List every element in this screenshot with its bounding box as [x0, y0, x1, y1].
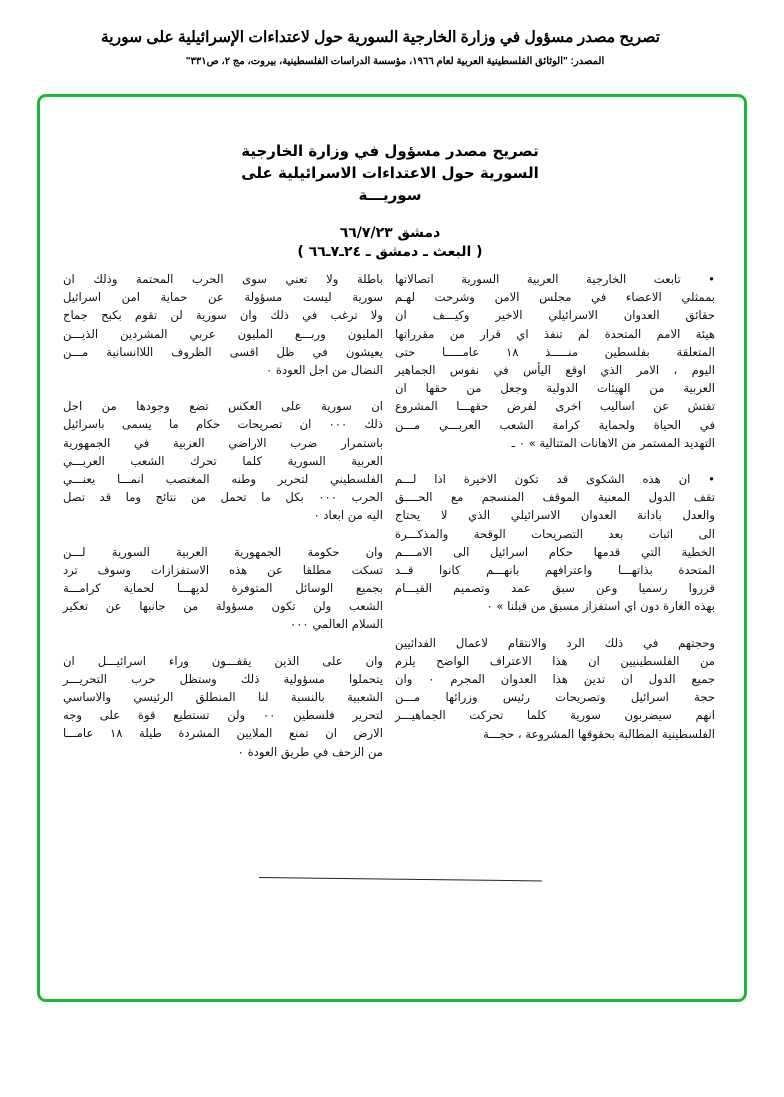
text-line: • تابعت الخارجية العربية السورية اتصالاتها — [395, 272, 715, 286]
dateline: دمشق ٦٦/٧/٢٣ — [339, 225, 441, 241]
text-line: بممثلي الاعضاء في مجلس الامن وشرحت لهـم — [395, 290, 715, 305]
paragraph — [63, 652, 383, 761]
document-title-line: تصريح مصدر مسؤول في وزارة الخارجية — [241, 142, 539, 160]
dateline-block — [240, 224, 540, 262]
text-line: وحجتهم في ذلك الرد والانتقام لاعمال الفدائيين — [395, 635, 715, 650]
text-line: انهم سيضربون سورية كلما تحركت الجماهيـــر — [395, 708, 715, 723]
newspaper-source: ( البعث ـ دمشق ـ ٢٤ـ٧ـ٦٦ ) — [297, 244, 483, 260]
text-line: بهذه الغارة دون اي استفزاز مسبق من قبلنا » ٠ — [486, 599, 715, 614]
text-line: يتحملوا مسؤولية ذلك وستظل حرب التحريـــر — [63, 671, 383, 686]
text-line: وان حكومة الجمهورية العربية السورية لـــن — [63, 544, 383, 559]
text-line: السلام العالمي ٠٠٠ — [289, 617, 383, 632]
document-title — [240, 140, 540, 206]
text-line: من الزحف في طريق العودة ٠ — [237, 744, 383, 759]
text-line: المليون وربـــع المليون عربي المشردين الذيـــن — [63, 326, 383, 341]
text-line: تقف الدول المعنية الموقف المنسجم مع الحــــق — [395, 490, 715, 505]
text-line: التهديد المستمر من الاهانات المتتالية » ٠ ـ — [511, 435, 715, 450]
document-title-line: السورية حول الاعتداءات الاسرائيلية على — [241, 164, 539, 182]
paragraph — [395, 470, 715, 616]
text-line: حجة اسرائيل وتصريحات رئيس وزرائها مـــن — [395, 690, 715, 705]
text-line: يعيشون في ظل اقسى الظروف اللاانسانية مـــن — [63, 344, 383, 359]
page-header-source: المصدر: "الوثائق الفلسطينية العربية لعام ١٩٦٦، مؤسسة الدراسات الفلسطينية، بيروت، مج ٢، ص٣٣١" — [185, 56, 605, 67]
page-header-title: تصريح مصدر مسؤول في وزارة الخارجية السورية حول لاعتداءات الإسرائيلية على سورية — [101, 29, 660, 46]
text-line: جميع الدول ان تدين هذا العدوان المجرم ٠ وان — [395, 672, 716, 687]
text-line: الفلسطيني لتحرير وطنه المغتصب انمـــا يعنـــي — [63, 472, 383, 487]
text-line: اليه من ابعاد ٠ — [313, 508, 383, 523]
text-line: العربية السورية كلما تحرك الشعب العربـــي — [63, 453, 383, 468]
text-line: هيئة الامم المتحدة لم تنفذ اي قرار من مقرراتها — [395, 326, 715, 341]
text-line: بجميع الوسائل المتوفرة لديهـــا لحماية كرامـــة — [63, 581, 383, 596]
paragraph — [395, 270, 715, 452]
paragraph — [63, 397, 383, 524]
text-line: تسكت مطلقا عن هذه الاستفزازات وسوف ترد — [63, 562, 383, 577]
text-line: الشعب ولن تكون مسؤولة من جانبها عن تعكير — [63, 599, 383, 614]
text-line: الى اثبات بعد التصريحات الوقحة والمذكـــرة — [395, 526, 715, 541]
paragraph — [63, 270, 383, 379]
text-line: المتحدة بذاتهـــا واعترافهم بانهـــم كانوا قــد — [395, 563, 715, 578]
text-line: باطلة ولا تعني سوى الحرب المحتمة وذلك ان — [63, 272, 383, 286]
text-line: النضال من اجل العودة ٠ — [265, 363, 383, 378]
left-column — [63, 270, 383, 779]
text-line: الفلسطينية المطالبة بحقوقها المشروعة ، حجـــة — [483, 726, 715, 741]
text-line: الشعبية بالنسبة لنا المنطلق الرئيسي والاساسي — [63, 690, 383, 705]
text-line: والعدل بادانة العدوان الاسرائيلي الذي لا يحتاج — [395, 508, 715, 523]
text-line: ولا ترغب في ذلك وان سورية لن تقوم بكبح جماح — [63, 308, 383, 323]
text-line: الحرب ٠٠٠ بكل ما تحمل من نتائج وما قد تصل — [63, 490, 383, 505]
text-line: حقائق العدوان الاسرائيلي الاخير وكيـــف ان — [395, 308, 715, 323]
text-line: لتحرير فلسطين ٠٠ ولن تستطيع قوة على وجه — [63, 708, 384, 723]
text-line: تفتش عن اساليب اخرى لفرض حقهـــا المشروع — [395, 399, 715, 414]
text-line: • ان هذه الشكوى قد تكون الاخيرة اذا لـــم — [395, 472, 715, 487]
text-line: في الحياة ولحماية كرامة الشعب العربـــي مـــن — [395, 417, 715, 432]
text-line: باستمرار ضرب الاراضي العربية في الجمهورية — [63, 435, 383, 450]
text-line: وان على الذين يقفـــون وراء اسرائيـــل ان — [63, 653, 383, 668]
text-line: العربية من الهيئات الدولية وجعل من حقها ان — [395, 381, 715, 396]
right-column — [395, 270, 715, 761]
text-line: الخطية التي قدمها حكام اسرائيل الى الامــــم — [395, 544, 715, 559]
paragraph — [395, 634, 715, 743]
text-line: اليوم ، الامر الذي اوقع اليأس في نفوس الجماهير — [395, 363, 715, 378]
text-line: الارض ان تمنع الملايين المشردة طيلة ١٨ عامـــا — [63, 726, 383, 741]
text-line: ان سورية على العكس تضع وجودها من اجل — [63, 399, 383, 414]
document-title-line: سوريـــة — [358, 186, 422, 204]
paragraph — [63, 543, 383, 634]
text-line: ذلك ٠٠٠ ان تصريحات حكام ما يسمى باسرائيل — [63, 417, 383, 432]
text-line: قرروا رسميا وعن سبق عمد وتصميم القيـــام — [395, 581, 715, 596]
text-line: سورية ليست مسؤولة عن حماية امن اسرائيل — [63, 290, 383, 305]
text-line: من الفلسطينيين ان هذا الاعتراف الواضح يلزم — [395, 653, 715, 668]
text-line: المتعلقة بفلسطين منـــــذ ١٨ عامـــــا حتى — [395, 344, 715, 359]
